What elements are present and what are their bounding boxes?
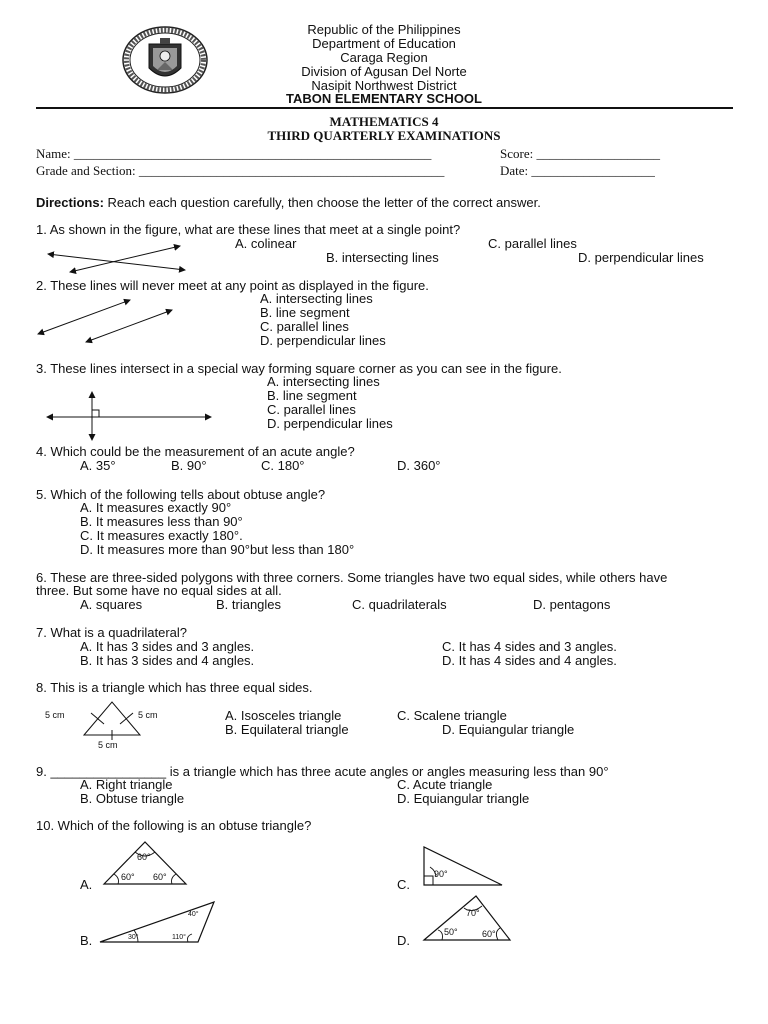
score-field[interactable]: Score: ___________________	[500, 146, 660, 161]
date-field[interactable]: Date: ___________________	[500, 163, 655, 178]
q6-option-d[interactable]: D. pentagons	[533, 597, 611, 612]
q5-option-b[interactable]: B. It measures less than 90°	[80, 514, 243, 529]
q1-text: 1. As shown in the figure, what are these lines that meet at a single point?	[36, 222, 461, 237]
q5-option-a[interactable]: A. It measures exactly 90°	[80, 500, 232, 515]
q10-text: 10. Which of the following is an obtuse triangle?	[36, 818, 312, 833]
header-district: Nasipit Northwest District	[311, 78, 457, 93]
intersecting-lines-figure	[40, 240, 190, 280]
q3-text: 3. These lines intersect in a special way forming square corner as you can see in the figure.	[36, 361, 562, 376]
q3-option-a[interactable]: A. intersecting lines	[267, 374, 380, 389]
q9-option-b[interactable]: B. Obtuse triangle	[80, 791, 185, 806]
q3-option-c[interactable]: C. parallel lines	[267, 402, 356, 417]
q1-option-b[interactable]: B. intersecting lines	[326, 250, 439, 265]
q9-text: 9. ________________ is a triangle which has three acute angles or angles measuring less than 90°	[36, 764, 609, 779]
exam-subject: MATHEMATICS 4	[329, 114, 439, 129]
q8-fig-left-label: 5 cm	[45, 710, 65, 720]
q4-option-d[interactable]: D. 360°	[397, 458, 441, 473]
q7-option-a[interactable]: A. It has 3 sides and 3 angles.	[80, 639, 255, 654]
directions	[36, 195, 541, 210]
header-school: TABON ELEMENTARY SCHOOL	[286, 91, 482, 106]
directions-text: Reach each question carefully, then choose the letter of the correct answer.	[103, 195, 541, 210]
exam-title: THIRD QUARTERLY EXAMINATIONS	[267, 128, 501, 143]
deped-seal	[122, 26, 208, 94]
q10d-top-angle: 70°	[466, 908, 480, 918]
q8-fig-bottom-label: 5 cm	[98, 740, 118, 750]
q10-option-a[interactable]: A.	[80, 877, 93, 892]
q4-option-b[interactable]: B. 90°	[171, 458, 207, 473]
equilateral-triangle-figure	[40, 698, 180, 754]
header-department: Department of Education	[312, 36, 456, 51]
header-region: Caraga Region	[340, 50, 428, 65]
q6-text-line2: three. But some have no equal sides at all.	[36, 583, 282, 598]
q10-triangle-b[interactable]	[98, 898, 218, 946]
q7-option-c[interactable]: C. It has 4 sides and 3 angles.	[442, 639, 617, 654]
q2-option-d[interactable]: D. perpendicular lines	[260, 333, 386, 348]
q10-option-b[interactable]: B.	[80, 933, 93, 948]
header-republic: Republic of the Philippines	[307, 22, 461, 37]
q3-option-d[interactable]: D. perpendicular lines	[267, 416, 393, 431]
q10d-right-angle: 60°	[482, 929, 496, 939]
q6-option-a[interactable]: A. squares	[80, 597, 143, 612]
q10c-right-angle: 90°	[434, 869, 448, 879]
q10a-top-angle: 60°	[137, 852, 151, 862]
grade-section-field[interactable]: Grade and Section: _______________________________________________	[36, 163, 445, 178]
header-divider	[36, 107, 733, 109]
q10b-top-angle: 40°	[188, 911, 199, 918]
q8-option-c[interactable]: C. Scalene triangle	[397, 708, 507, 723]
q2-option-a[interactable]: A. intersecting lines	[260, 291, 373, 306]
q4-option-a[interactable]: A. 35°	[80, 458, 116, 473]
q1-option-a[interactable]: A. colinear	[235, 236, 297, 251]
q10-triangle-d[interactable]	[420, 892, 514, 944]
q5-option-c[interactable]: C. It measures exactly 180°.	[80, 528, 243, 543]
q8-fig-right-label: 5 cm	[138, 710, 158, 720]
q10b-left-angle: 30°	[128, 934, 139, 941]
q7-option-d[interactable]: D. It has 4 sides and 4 angles.	[442, 653, 617, 668]
q7-text: 7. What is a quadrilateral?	[36, 625, 188, 640]
q8-option-a[interactable]: A. Isosceles triangle	[225, 708, 342, 723]
q10a-left-angle: 60°	[121, 872, 135, 882]
q9-option-a[interactable]: A. Right triangle	[80, 777, 173, 792]
q1-option-d[interactable]: D. perpendicular lines	[578, 250, 704, 265]
q2-text: 2. These lines will never meet at any point as displayed in the figure.	[36, 278, 429, 293]
q5-text: 5. Which of the following tells about obtuse angle?	[36, 487, 326, 502]
q1-option-c[interactable]: C. parallel lines	[488, 236, 577, 251]
q9-option-d[interactable]: D. Equiangular triangle	[397, 791, 530, 806]
q3-option-b[interactable]: B. line segment	[267, 388, 357, 403]
q10-triangle-a[interactable]	[100, 838, 190, 888]
q2-option-b[interactable]: B. line segment	[260, 305, 350, 320]
q10-option-d[interactable]: D.	[397, 933, 410, 948]
q4-text: 4. Which could be the measurement of an acute angle?	[36, 444, 355, 459]
q8-option-b[interactable]: B. Equilateral triangle	[225, 722, 349, 737]
q10-triangle-c[interactable]	[420, 843, 506, 887]
name-field[interactable]: Name: _______________________________________________________	[36, 146, 432, 161]
q10a-right-angle: 60°	[153, 872, 167, 882]
q8-text: 8. This is a triangle which has three equal sides.	[36, 680, 313, 695]
header-division: Division of Agusan Del Norte	[301, 64, 467, 79]
q10d-left-angle: 50°	[444, 927, 458, 937]
q4-option-c[interactable]: C. 180°	[261, 458, 305, 473]
q8-option-d[interactable]: D. Equiangular triangle	[442, 722, 575, 737]
q6-text-line1: 6. These are three-sided polygons with three corners. Some triangles have two equal sides, while others have	[36, 570, 668, 585]
q10b-right-angle: 110°	[172, 934, 186, 941]
q9-option-c[interactable]: C. Acute triangle	[397, 777, 493, 792]
parallel-lines-figure	[34, 296, 184, 344]
q6-option-c[interactable]: C. quadrilaterals	[352, 597, 447, 612]
q5-option-d[interactable]: D. It measures more than 90°but less than 180°	[80, 542, 355, 557]
q10-option-c[interactable]: C.	[397, 877, 410, 892]
q2-option-c[interactable]: C. parallel lines	[260, 319, 349, 334]
directions-label: Directions:	[36, 195, 104, 210]
q7-option-b[interactable]: B. It has 3 sides and 4 angles.	[80, 653, 255, 668]
perpendicular-lines-figure	[44, 390, 214, 442]
q6-option-b[interactable]: B. triangles	[216, 597, 282, 612]
